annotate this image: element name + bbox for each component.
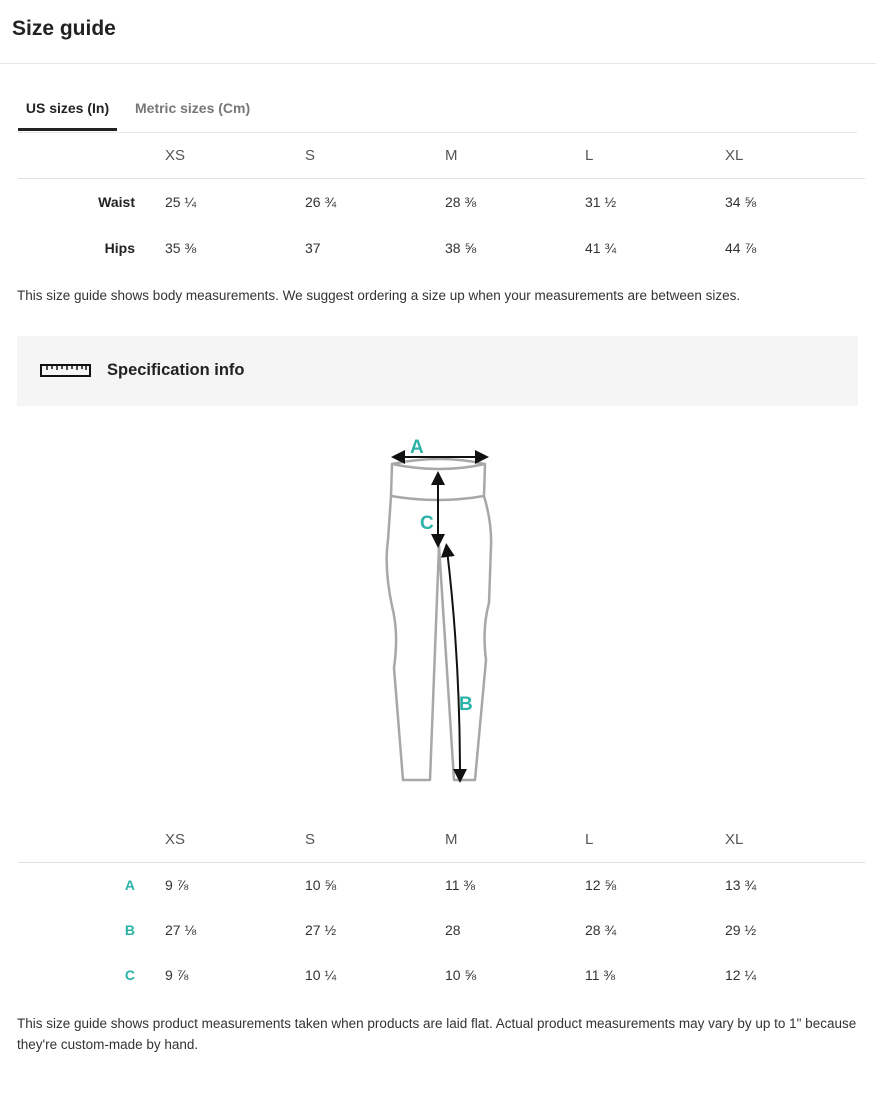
table-cell: 10 ⅝ [445, 967, 477, 983]
table-header-empty [18, 132, 165, 179]
modal-header [0, 0, 876, 64]
measure-line-b [447, 550, 460, 776]
table-cell: 10 ⅝ [305, 877, 337, 894]
body-measurement-note: This size guide shows body measurements. We suggest ordering a size up when your measurements are between sizes. [17, 288, 741, 303]
tab-metric-sizes[interactable]: Metric sizes (Cm) [135, 100, 251, 116]
tab-us-sizes[interactable]: US sizes (In) [18, 92, 117, 131]
table-cell: 12 ⅝ [585, 877, 617, 894]
column-header-m: M [445, 816, 585, 863]
table-cell: 27 ½ [305, 922, 337, 938]
column-header-s: S [305, 816, 445, 863]
product-measurement-note: This size guide shows product measurements taken when products are laid flat. Actual product measurements may vary by up to 1" because they're custom-made by hand. [17, 1016, 857, 1052]
column-header-l: L [585, 816, 725, 863]
table-cell: 35 ⅜ [165, 239, 197, 256]
table-cell: 28 ¾ [585, 922, 617, 938]
body-size-table [18, 132, 865, 271]
row-label-waist: Waist [98, 193, 135, 210]
table-header-row [18, 132, 865, 179]
column-header-s: S [305, 132, 445, 179]
column-header-xl: XL [725, 132, 865, 179]
table-cell: 34 ⅝ [725, 193, 757, 210]
column-header-xs: XS [165, 816, 305, 863]
specification-info-header [17, 336, 858, 406]
table-cell: 11 ⅜ [445, 877, 476, 894]
table-cell: 25 ¼ [165, 193, 197, 210]
table-cell: 9 ⅞ [165, 877, 189, 894]
table-header-empty [18, 816, 165, 863]
specification-title: Specification info [107, 361, 245, 379]
leggings-diagram [370, 428, 510, 788]
column-header-xs: XS [165, 132, 305, 179]
ruler-icon [40, 364, 91, 383]
page-title: Size guide [12, 17, 116, 40]
table-cell: 26 ¾ [305, 193, 337, 210]
diagram-label-b: B [459, 694, 473, 715]
table-cell: 31 ½ [585, 193, 617, 210]
product-spec-table [18, 816, 865, 998]
table-header-row [18, 816, 865, 863]
table-cell: 9 ⅞ [165, 967, 189, 983]
diagram-label-c: C [420, 513, 434, 534]
column-header-xl: XL [725, 816, 865, 863]
table-cell: 41 ¾ [585, 239, 617, 256]
table-row [18, 953, 865, 998]
table-cell: 10 ¼ [305, 967, 337, 983]
table-cell: 44 ⅞ [725, 239, 757, 256]
unit-tabs [18, 92, 857, 133]
table-cell: 28 ⅜ [445, 193, 477, 210]
table-cell: 28 [445, 922, 461, 938]
column-header-l: L [585, 132, 725, 179]
table-row [18, 179, 865, 225]
table-row [18, 863, 865, 908]
diagram-label-a: A [410, 437, 424, 458]
table-row [18, 225, 865, 271]
table-cell: 12 ¼ [725, 967, 757, 983]
row-label-b: B [124, 922, 135, 938]
table-row [18, 908, 865, 953]
table-cell: 13 ¾ [725, 877, 757, 894]
row-label-hips: Hips [104, 239, 135, 256]
column-header-m: M [445, 132, 585, 179]
table-cell: 29 ½ [725, 922, 757, 938]
row-label-a: A [124, 877, 135, 894]
row-label-c: C [124, 967, 135, 983]
table-cell: 27 ⅛ [165, 922, 197, 938]
table-cell: 38 ⅝ [445, 239, 477, 256]
table-cell: 37 [305, 239, 321, 256]
table-cell: 11 ⅜ [585, 967, 616, 983]
